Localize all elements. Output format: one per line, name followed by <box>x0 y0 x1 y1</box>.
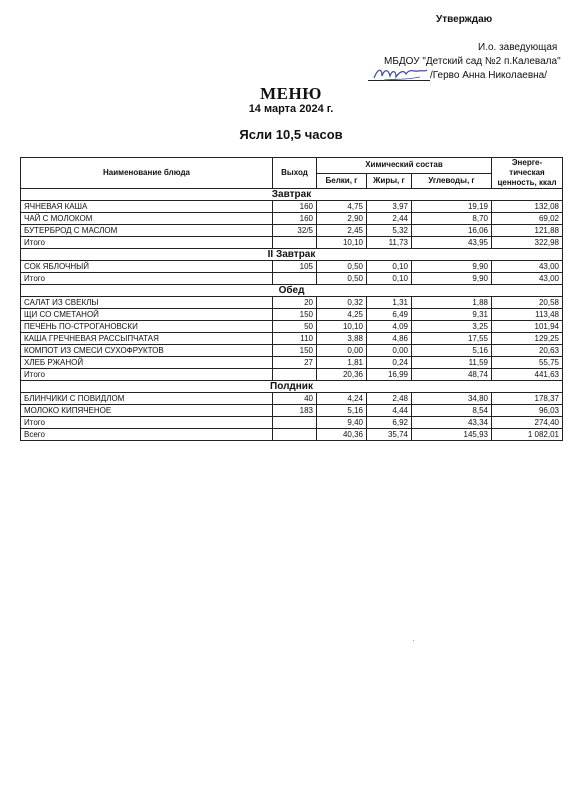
total-portion <box>273 273 317 285</box>
total-fat: 0,10 <box>367 273 412 285</box>
dish-energy: 178,37 <box>492 393 563 405</box>
dish-energy: 96,03 <box>492 405 563 417</box>
dish-fat: 5,32 <box>367 225 412 237</box>
dish-protein: 0,00 <box>317 345 367 357</box>
dish-fat: 0,24 <box>367 357 412 369</box>
column-header-portion: Выход <box>273 158 317 189</box>
column-header-energy: Энерге-тическая ценность, ккал <box>492 158 563 189</box>
dish-fat: 4,86 <box>367 333 412 345</box>
dish-fat: 6,49 <box>367 309 412 321</box>
table-row <box>21 297 563 309</box>
total-label: Итого <box>21 417 273 429</box>
table-row <box>21 345 563 357</box>
dish-portion: 105 <box>273 261 317 273</box>
table-row <box>21 405 563 417</box>
total-portion <box>273 369 317 381</box>
dish-name: САЛАТ ИЗ СВЕКЛЫ <box>21 297 273 309</box>
dish-protein: 3,88 <box>317 333 367 345</box>
table-row <box>21 201 563 213</box>
dish-fat: 2,48 <box>367 393 412 405</box>
section-total-row <box>21 273 563 285</box>
dish-protein: 1,81 <box>317 357 367 369</box>
total-fat: 6,92 <box>367 417 412 429</box>
dish-energy: 20,63 <box>492 345 563 357</box>
total-label: Итого <box>21 369 273 381</box>
organization-name: МБДОУ "Детский сад №2 п.Калевала" <box>384 56 561 67</box>
grand-total-row <box>21 429 563 441</box>
table-row <box>21 225 563 237</box>
section-total-row <box>21 369 563 381</box>
total-carbs: 43,95 <box>412 237 492 249</box>
dish-protein: 2,45 <box>317 225 367 237</box>
total-label: Итого <box>21 237 273 249</box>
grand-total-label: Всего <box>21 429 273 441</box>
handwritten-signature <box>370 62 430 84</box>
table-row <box>21 261 563 273</box>
total-protein: 0,50 <box>317 273 367 285</box>
total-energy: 43,00 <box>492 273 563 285</box>
dish-fat: 2,44 <box>367 213 412 225</box>
dish-carbs: 8,54 <box>412 405 492 417</box>
dish-name: МОЛОКО КИПЯЧЕНОЕ <box>21 405 273 417</box>
dish-name: ЯЧНЕВАЯ КАША <box>21 201 273 213</box>
column-header-chemical: Химический состав <box>317 158 492 174</box>
dish-carbs: 11,59 <box>412 357 492 369</box>
dish-carbs: 8,70 <box>412 213 492 225</box>
dish-protein: 10,10 <box>317 321 367 333</box>
dish-portion: 27 <box>273 357 317 369</box>
menu-date: 14 марта 2024 г. <box>248 103 334 115</box>
dish-portion: 20 <box>273 297 317 309</box>
section-title: Полдник <box>21 381 563 393</box>
dish-carbs: 16,06 <box>412 225 492 237</box>
table-row <box>21 357 563 369</box>
dish-energy: 20,58 <box>492 297 563 309</box>
dish-energy: 132,08 <box>492 201 563 213</box>
total-protein: 9,40 <box>317 417 367 429</box>
dish-fat: 4,44 <box>367 405 412 417</box>
grand-total-carbs: 145,93 <box>412 429 492 441</box>
dish-portion: 150 <box>273 345 317 357</box>
dish-fat: 0,00 <box>367 345 412 357</box>
dish-portion: 150 <box>273 309 317 321</box>
dish-protein: 0,32 <box>317 297 367 309</box>
dish-name: ЩИ СО СМЕТАНОЙ <box>21 309 273 321</box>
dish-energy: 69,02 <box>492 213 563 225</box>
dish-protein: 4,24 <box>317 393 367 405</box>
dish-portion: 50 <box>273 321 317 333</box>
dish-name: ПЕЧЕНЬ ПО-СТРОГАНОВСКИ <box>21 321 273 333</box>
grand-total-energy: 1 082,01 <box>492 429 563 441</box>
total-protein: 20,36 <box>317 369 367 381</box>
dish-energy: 113,48 <box>492 309 563 321</box>
group-name: Ясли 10,5 часов <box>239 127 343 142</box>
dish-protein: 4,75 <box>317 201 367 213</box>
dish-portion: 110 <box>273 333 317 345</box>
total-portion <box>273 237 317 249</box>
scan-mark: · <box>412 636 415 645</box>
total-portion <box>273 417 317 429</box>
dish-name: БЛИНЧИКИ С ПОВИДЛОМ <box>21 393 273 405</box>
dish-portion: 40 <box>273 393 317 405</box>
dish-fat: 4,09 <box>367 321 412 333</box>
table-row <box>21 309 563 321</box>
dish-carbs: 34,80 <box>412 393 492 405</box>
column-header-carbs: Углеводы, г <box>412 173 492 189</box>
grand-total-portion <box>273 429 317 441</box>
total-fat: 16,99 <box>367 369 412 381</box>
section-total-row <box>21 417 563 429</box>
grand-total-protein: 40,36 <box>317 429 367 441</box>
dish-energy: 121,88 <box>492 225 563 237</box>
dish-name: ХЛЕБ РЖАНОЙ <box>21 357 273 369</box>
table-row <box>21 321 563 333</box>
table-row <box>21 333 563 345</box>
page-title: МЕНЮ <box>260 84 322 103</box>
dish-carbs: 17,55 <box>412 333 492 345</box>
dish-fat: 3,97 <box>367 201 412 213</box>
section-title: Завтрак <box>21 189 563 201</box>
total-label: Итого <box>21 273 273 285</box>
dish-fat: 1,31 <box>367 297 412 309</box>
dish-protein: 4,25 <box>317 309 367 321</box>
menu-table-body <box>21 189 563 441</box>
approver-position: И.о. заведующая <box>478 42 558 53</box>
dish-name: КАША ГРЕЧНЕВАЯ РАССЫПЧАТАЯ <box>21 333 273 345</box>
total-protein: 10,10 <box>317 237 367 249</box>
total-energy: 274,40 <box>492 417 563 429</box>
column-header-protein: Белки, г <box>317 173 367 189</box>
dish-name: СОК ЯБЛОЧНЫЙ <box>21 261 273 273</box>
table-row <box>21 213 563 225</box>
section-header-row <box>21 285 563 297</box>
section-header-row <box>21 381 563 393</box>
dish-energy: 129,25 <box>492 333 563 345</box>
total-fat: 11,73 <box>367 237 412 249</box>
total-carbs: 43,34 <box>412 417 492 429</box>
section-title: II Завтрак <box>21 249 563 261</box>
total-energy: 441,63 <box>492 369 563 381</box>
column-header-name: Наименование блюда <box>21 158 273 189</box>
table-row <box>21 393 563 405</box>
total-carbs: 48,74 <box>412 369 492 381</box>
section-header-row <box>21 189 563 201</box>
dish-name: ЧАЙ С МОЛОКОМ <box>21 213 273 225</box>
dish-carbs: 19,19 <box>412 201 492 213</box>
dish-carbs: 5,16 <box>412 345 492 357</box>
section-header-row <box>21 249 563 261</box>
dish-carbs: 1,88 <box>412 297 492 309</box>
dish-carbs: 9,90 <box>412 261 492 273</box>
dish-portion: 32/5 <box>273 225 317 237</box>
dish-portion: 183 <box>273 405 317 417</box>
total-energy: 322,98 <box>492 237 563 249</box>
dish-energy: 43,00 <box>492 261 563 273</box>
dish-portion: 160 <box>273 213 317 225</box>
dish-protein: 5,16 <box>317 405 367 417</box>
dish-name: КОМПОТ ИЗ СМЕСИ СУХОФРУКТОВ <box>21 345 273 357</box>
total-carbs: 9,90 <box>412 273 492 285</box>
grand-total-fat: 35,74 <box>367 429 412 441</box>
dish-energy: 55,75 <box>492 357 563 369</box>
dish-fat: 0,10 <box>367 261 412 273</box>
dish-protein: 2,90 <box>317 213 367 225</box>
dish-name: БУТЕРБРОД С МАСЛОМ <box>21 225 273 237</box>
column-header-fat: Жиры, г <box>367 173 412 189</box>
dish-carbs: 9,31 <box>412 309 492 321</box>
approver-name: /Герво Анна Николаевна/ <box>430 70 548 81</box>
menu-table <box>20 157 563 441</box>
section-total-row <box>21 237 563 249</box>
dish-carbs: 3,25 <box>412 321 492 333</box>
dish-energy: 101,94 <box>492 321 563 333</box>
approved-label: Утверждаю <box>436 14 493 25</box>
section-title: Обед <box>21 285 563 297</box>
dish-protein: 0,50 <box>317 261 367 273</box>
dish-portion: 160 <box>273 201 317 213</box>
